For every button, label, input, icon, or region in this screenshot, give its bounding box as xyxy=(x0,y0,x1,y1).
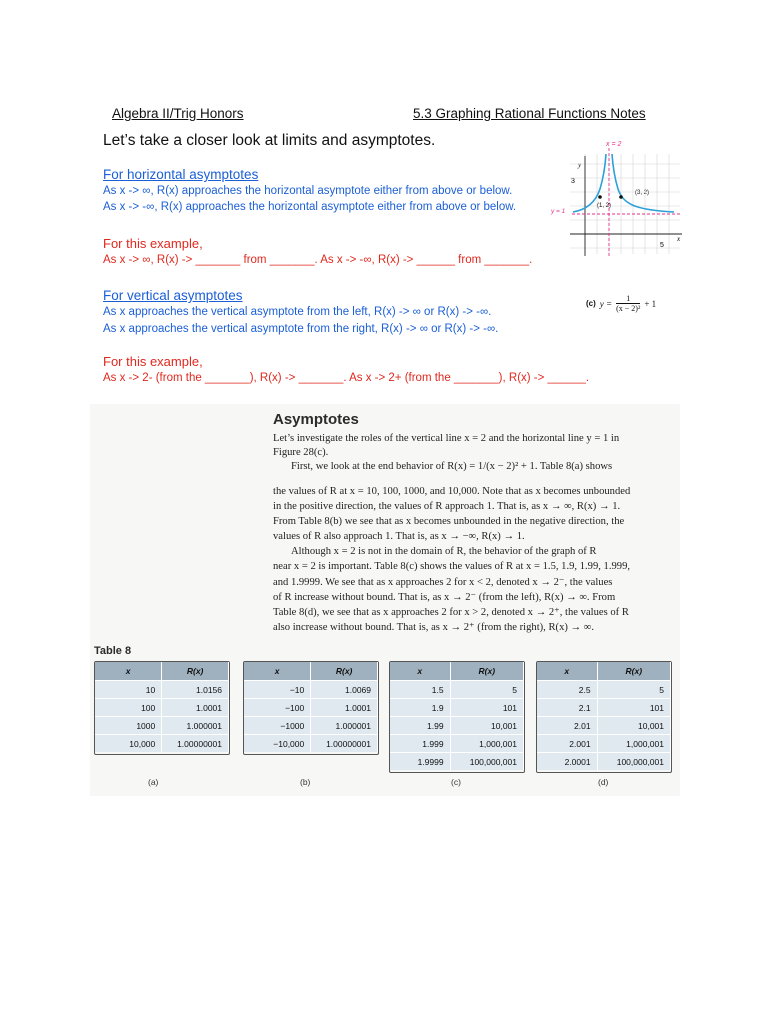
course-title: Algebra II/Trig Honors xyxy=(112,106,244,121)
equation-prefix: y = xyxy=(599,298,613,309)
table-header: R(x) xyxy=(597,662,670,681)
table-row: 2.001 1,000,001 xyxy=(537,735,671,753)
table-header: R(x) xyxy=(162,662,229,681)
horizontal-line-2: As x -> -∞, R(x) approaches the horizontal asymptote either from above or below. xyxy=(103,201,517,213)
excerpt-line: Table 8(d), we see that as x approaches 2 for x > 2, denoted x → 2⁺, the values of R xyxy=(273,607,629,618)
excerpt-line: in the positive direction, the values of R approach 1. That is, as x → ∞, R(x) → 1. xyxy=(273,501,621,512)
table-row: 100 1.0001 xyxy=(95,699,229,717)
table-a xyxy=(95,662,229,752)
table-row: 2.0001 100,000,001 xyxy=(537,753,671,771)
excerpt-line: and 1.9999. We see that as x approaches 2 for x < 2, denoted x → 2⁻, the values xyxy=(273,577,613,588)
graph-equation xyxy=(586,294,656,313)
rational-function-graph xyxy=(540,134,690,264)
table-header: x xyxy=(95,662,162,681)
vertical-example-label: For this example, xyxy=(103,354,203,369)
table-d-caption: (d) xyxy=(598,777,609,787)
table-header: R(x) xyxy=(450,662,523,681)
table-row: 1.5 5 xyxy=(390,681,524,699)
table-row: 1.9999 100,000,001 xyxy=(390,753,524,771)
page-title: Let’s take a closer look at limits and asymptotes. xyxy=(103,132,436,149)
excerpt-title: Asymptotes xyxy=(273,411,359,428)
table-title: Table 8 xyxy=(94,645,132,657)
table-row: −10,000 1.00000001 xyxy=(244,735,378,753)
table-row: 1.999 1,000,001 xyxy=(390,735,524,753)
excerpt-line: near x = 2 is important. Table 8(c) shows the values of R at x = 1.5, 1.9, 1.99, 1.999, xyxy=(273,561,631,572)
equation-denominator: (x − 2)² xyxy=(616,304,641,313)
hline-label: y = 1 xyxy=(551,208,566,215)
table-d xyxy=(537,662,671,770)
notes-title: 5.3 Graphing Rational Functions Notes xyxy=(413,106,646,121)
table-row: 1000 1.000001 xyxy=(95,717,229,735)
equation-suffix: + 1 xyxy=(644,298,657,309)
horizontal-line-1: As x -> ∞, R(x) approaches the horizontal asymptote either from above or below. xyxy=(103,185,513,197)
table-header: R(x) xyxy=(311,662,378,681)
table-a-caption: (a) xyxy=(148,777,159,787)
part-label: (c) xyxy=(586,299,596,308)
table-b-caption: (b) xyxy=(300,777,311,787)
excerpt-line: Although x = 2 is not in the domain of R, the behavior of the graph of R xyxy=(291,546,597,557)
point-left-label: (1, 2) xyxy=(597,203,612,209)
equation-fraction xyxy=(616,294,640,313)
vertical-example-line: As x -> 2- (from the _______), R(x) -> _______. As x -> 2+ (from the _______), R(x) -> ______. xyxy=(103,372,590,384)
table-row: 10,000 1.00000001 xyxy=(95,735,229,753)
point-left xyxy=(598,195,602,199)
y-axis-label: y xyxy=(578,161,582,169)
table-row: −100 1.0001 xyxy=(244,699,378,717)
point-right-label: (3, 2) xyxy=(635,190,650,196)
table-c-caption: (c) xyxy=(451,777,461,787)
vertical-line-2: As x approaches the vertical asymptote from the right, R(x) -> ∞ or R(x) -> -∞. xyxy=(103,323,499,335)
table-header: x xyxy=(244,662,311,681)
vertical-line-1: As x approaches the vertical asymptote from the left, R(x) -> ∞ or R(x) -> -∞. xyxy=(103,306,492,318)
point-right xyxy=(619,195,623,199)
x-tick-label: 5 xyxy=(660,242,664,249)
horizontal-example-label: For this example, xyxy=(103,236,203,251)
y-tick-label: 3 xyxy=(571,178,575,185)
table-header: x xyxy=(537,662,597,681)
table-header: x xyxy=(390,662,450,681)
x-axis-label: x xyxy=(677,235,681,243)
equation-numerator: 1 xyxy=(626,294,631,303)
excerpt-line: First, we look at the end behavior of R(x) = 1/(x − 2)² + 1. Table 8(a) shows xyxy=(291,461,613,472)
excerpt-line: of R increase without bound. That is, as x → 2⁻ (from the left), R(x) → ∞. From xyxy=(273,592,616,603)
excerpt-line: also increase without bound. That is, as x → 2⁺ (from the right), R(x) → ∞. xyxy=(273,622,594,633)
excerpt-line: the values of R at x = 10, 100, 1000, and 10,000. Note that as x becomes unbounded xyxy=(273,486,631,497)
excerpt-line: From Table 8(b) we see that as x becomes unbounded in the negative direction, the xyxy=(273,516,625,527)
vertical-heading: For vertical asymptotes xyxy=(103,288,243,303)
vline-label: x = 2 xyxy=(606,141,622,148)
horizontal-heading: For horizontal asymptotes xyxy=(103,167,259,182)
table-row: 2.01 10,001 xyxy=(537,717,671,735)
table-row: 10 1.0156 xyxy=(95,681,229,699)
excerpt-line: Figure 28(c). xyxy=(273,447,329,458)
table-row: −1000 1.000001 xyxy=(244,717,378,735)
excerpt-line: values of R also approach 1. That is, as x → −∞, R(x) → 1. xyxy=(273,531,525,542)
table-row: −10 1.0069 xyxy=(244,681,378,699)
table-b xyxy=(244,662,378,752)
table-row: 2.1 101 xyxy=(537,699,671,717)
excerpt-line: Let’s investigate the roles of the vertical line x = 2 and the horizontal line y = 1 in xyxy=(273,433,620,444)
horizontal-example-line: As x -> ∞, R(x) -> _______ from _______. As x -> -∞, R(x) -> ______ from _______. xyxy=(103,254,533,266)
table-row: 1.9 101 xyxy=(390,699,524,717)
table-row: 2.5 5 xyxy=(537,681,671,699)
graph-grid xyxy=(570,154,680,254)
table-row: 1.99 10,001 xyxy=(390,717,524,735)
table-c xyxy=(390,662,524,770)
